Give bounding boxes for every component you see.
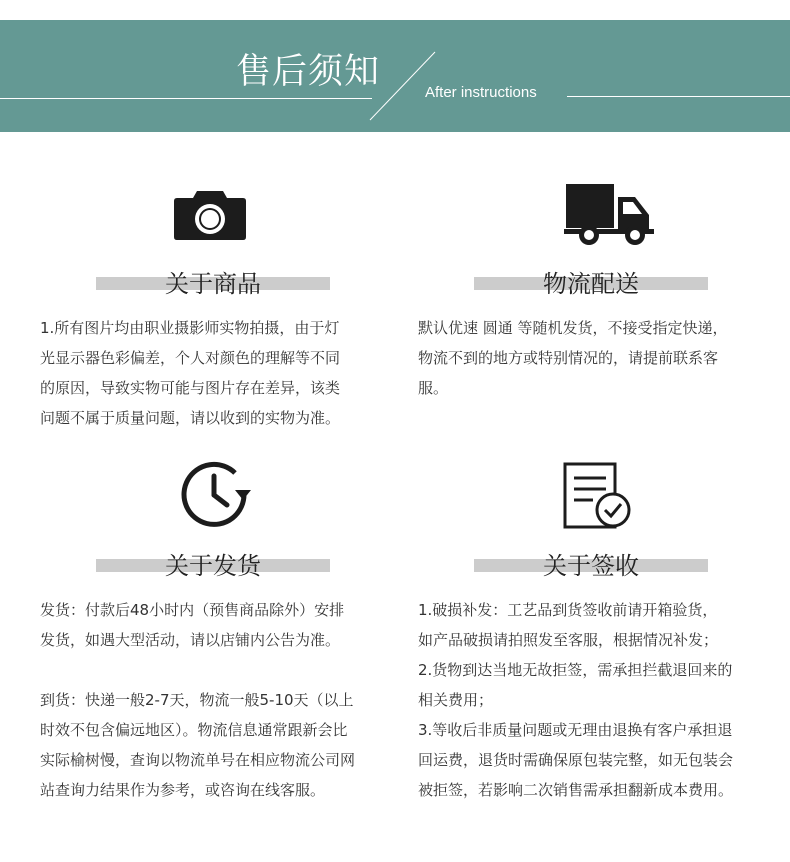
text-line: 被拒签，若影响二次销售需承担翻新成本费用。: [418, 781, 734, 799]
text-line: 实际榆树慢，查询以物流单号在相应物流公司网: [40, 751, 356, 769]
document-check-icon: [563, 462, 633, 530]
section-heading-logistics: 物流配送: [543, 270, 639, 298]
clock-icon: [181, 460, 253, 528]
text-line: 2.货物到达当地无故拒签，需承担拦截退回来的: [418, 661, 733, 679]
section-heading-goods: 关于商品: [165, 270, 261, 298]
text-line: 站查询力结果作为参考，或咨询在线客服。: [40, 781, 326, 799]
text-line: 物流不到的地方或特别情况的，请提前联系客: [418, 349, 719, 367]
text-line: 默认优速 圆通 等随机发货，不接受指定快递，: [418, 319, 728, 337]
text-line: 时效不包含偏远地区）。物流信息通常跟新会比: [40, 721, 348, 739]
text-line: 问题不属于质量问题，请以收到的实物为准。: [40, 409, 341, 427]
truck-icon: [563, 183, 655, 247]
banner-slash-line: [0, 20, 790, 132]
text-line: 回运费，退货时需确保原包装完整，如无包装会: [418, 751, 734, 769]
text-line: 如产品破损请拍照发至客服，根据情况补发；: [418, 631, 719, 649]
camera-icon: [173, 189, 247, 241]
text-line: 1.破损补发：工艺品到货签收前请开箱验货，: [418, 601, 718, 619]
text-line: 光显示器色彩偏差，个人对颜色的理解等不同: [40, 349, 341, 367]
section-heading-receipt: 关于签收: [543, 552, 639, 580]
text-line: 服。: [418, 379, 449, 397]
banner-title: 售后须知: [236, 52, 381, 92]
text-line: 3.等收后非质量问题或无理由退换有客户承担退: [418, 721, 733, 739]
text-line: 发货：付款后48小时内（预售商品除外）安排: [40, 601, 345, 619]
section-heading-shipping: 关于发货: [165, 552, 261, 580]
text-line: 到货：快递一般2-7天，物流一般5-10天（以上: [40, 691, 354, 709]
header-banner: [0, 20, 790, 132]
text-line: 相关费用；: [418, 691, 494, 709]
text-line: 发货，如遇大型活动，请以店铺内公告为准。: [40, 631, 341, 649]
banner-subtitle: After instructions: [425, 84, 537, 101]
text-line: 的原因，导致实物可能与图片存在差异，该类: [40, 379, 341, 397]
text-line: 1.所有图片均由职业摄影师实物拍摄，由于灯: [40, 319, 340, 337]
